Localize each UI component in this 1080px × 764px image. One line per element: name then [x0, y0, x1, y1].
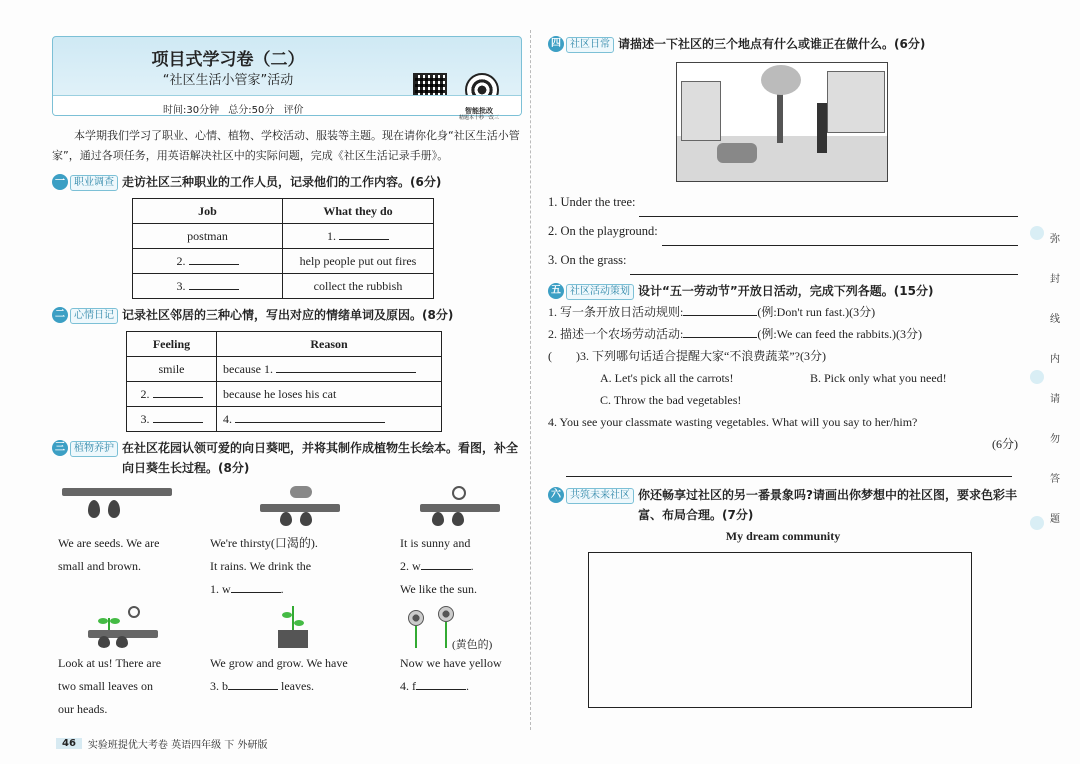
q5-item-4: 4. You see your classmate wasting vegetables. What will you say to her/him? — [548, 415, 918, 429]
qr2-sub-label: 精题本十秒一改三 — [458, 115, 499, 121]
table-cell: help people put out fires — [283, 249, 434, 274]
sunflowers-illustration — [400, 606, 540, 650]
answer-line[interactable] — [566, 465, 1012, 477]
question-4-heading — [548, 34, 1018, 54]
answer-blank[interactable] — [228, 678, 278, 690]
q5-item-1[interactable]: 1. 写一条开放日活动规则: (例:Don't run fast.)(3分) — [548, 305, 876, 319]
answer-blank[interactable] — [683, 304, 757, 316]
table-header: Feeling — [127, 332, 217, 357]
question-3-heading — [52, 438, 522, 478]
yellow-note: (黄色的) — [452, 639, 493, 651]
evaluation-label: 评价 — [283, 105, 304, 116]
question-text: 走访社区三种职业的工作人员，记录他们的工作内容。(6分) — [122, 175, 442, 189]
table-header: What they do — [283, 199, 434, 224]
left-column — [52, 36, 522, 726]
growing-plant-illustration — [210, 606, 390, 650]
question-tag: 共筑未来社区 — [566, 488, 634, 504]
question-6-heading — [548, 485, 1018, 525]
q5-item-4-score: (6分) — [992, 437, 1018, 451]
answer-2[interactable]: 2. w . — [400, 559, 474, 573]
answer-blank[interactable] — [276, 361, 416, 373]
question-tag: 社区日常 — [566, 37, 614, 53]
answer-4[interactable]: 4. f . — [400, 679, 469, 693]
q5-item-2[interactable]: 2. 描述一个农场劳动活动: (例:We can feed the rabbits.)(3分) — [548, 327, 922, 341]
table-cell[interactable]: 3. — [133, 274, 283, 299]
question-text: 在社区花园认领可爱的向日葵吧，并将其制作成植物生长绘本。看图，补全向日葵生长过程。(8分) — [122, 441, 519, 475]
question-2-heading — [52, 305, 522, 325]
answer-3[interactable]: 3. b leaves. — [210, 679, 314, 693]
answer-line[interactable]: 2. On the playground: — [548, 217, 1018, 246]
page-footer — [56, 736, 267, 751]
question-number: 一 — [52, 174, 68, 190]
table-cell[interactable]: because 1. — [217, 357, 442, 382]
answer-blank[interactable] — [683, 326, 757, 338]
growth-step-6: (黄色的) Now we have yellow 4. f . — [400, 606, 540, 698]
answer-blank[interactable] — [231, 581, 281, 593]
question-text: 记录社区邻居的三种心情，写出对应的情绪单词及原因。(8分) — [122, 308, 454, 322]
column-divider — [530, 30, 531, 730]
right-column — [548, 34, 1018, 708]
question-tag: 植物养护 — [70, 441, 118, 457]
question-number: 五 — [548, 283, 564, 299]
growth-step-4: Look at us! There are two small leaves on our heads. — [58, 606, 198, 721]
question-tag: 社区活动策划 — [566, 284, 634, 300]
option-b[interactable]: B. Pick only what you need! — [810, 371, 947, 385]
sprout-illustration — [58, 606, 198, 650]
q5-item-3[interactable]: ( )3. 下列哪句话适合提醒大家“不浪费蔬菜”?(3分) — [548, 349, 826, 363]
answer-blank[interactable] — [421, 558, 471, 570]
table-cell[interactable]: 4. — [217, 407, 442, 432]
question-number: 三 — [52, 440, 68, 456]
growth-step-3: It is sunny and 2. w . We like the sun. — [400, 486, 540, 601]
job-table — [132, 198, 434, 299]
sunflower-growth-grid — [52, 486, 522, 726]
book-title: 实验班提优大考卷 英语四年级 下 外研版 — [87, 740, 268, 751]
growth-step-5: We grow and grow. We have 3. b leaves. — [210, 606, 390, 698]
table-header: Job — [133, 199, 283, 224]
question-5-heading — [548, 281, 1018, 301]
seeds-illustration — [58, 486, 198, 530]
answer-blank[interactable] — [189, 278, 239, 290]
question-number: 六 — [548, 487, 564, 503]
question-text: 设计“五一劳动节”开放日活动，完成下列各题。(15分) — [638, 284, 934, 298]
answer-blank[interactable] — [153, 411, 203, 423]
answer-line[interactable]: 1. Under the tree: — [548, 188, 1018, 217]
question-number: 二 — [52, 307, 68, 323]
question-text: 请描述一下社区的三个地点有什么或谁正在做什么。(6分) — [618, 37, 926, 51]
question-number: 四 — [548, 36, 564, 52]
time-limit: 时间:30分钟 — [163, 105, 220, 116]
qr2-label: 智能批改 — [465, 107, 493, 115]
community-scene-illustration — [676, 62, 888, 182]
sun-illustration — [400, 486, 540, 530]
table-cell: postman — [133, 224, 283, 249]
page-number: 46 — [56, 738, 82, 749]
feeling-table — [126, 331, 442, 432]
intro-text: 本学期我们学习了职业、心情、植物、学校活动、服装等主题。现在请你化身“社区生活小管家”，通过各项任务，用英语解决社区中的实际问题，完成《社区生活记录手册》。 — [52, 129, 520, 162]
question-1-heading — [52, 172, 522, 192]
drawing-area[interactable] — [588, 552, 972, 708]
exam-meta — [53, 95, 522, 116]
growth-step-1: We are seeds. We are small and brown. — [58, 486, 198, 578]
page-subtitle: “社区生活小管家”活动 — [162, 73, 294, 88]
answer-blank[interactable] — [153, 386, 203, 398]
seal-line-margin: 弥 封 线 内 请 勿 答 题 — [1050, 234, 1060, 525]
answer-blank[interactable] — [339, 228, 389, 240]
table-cell[interactable]: 2. — [133, 249, 283, 274]
option-a[interactable]: A. Let's pick all the carrots! — [600, 371, 734, 385]
header-banner — [52, 36, 522, 116]
dream-box-title: My dream community — [725, 529, 841, 543]
q5-options-row — [548, 367, 1018, 389]
growth-step-2: We're thirsty(口渴的). It rains. We drink the 1. w . — [210, 486, 350, 601]
total-score: 总分:50分 — [228, 105, 275, 116]
answer-1[interactable]: 1. w . — [210, 582, 284, 596]
rain-illustration — [210, 486, 350, 530]
question-text: 你还畅享过社区的另一番景象吗?请画出你梦想中的社区图，要求色彩丰富、布局合理。(7分) — [638, 488, 1017, 522]
answer-blank[interactable] — [189, 253, 239, 265]
table-cell: because he loses his cat — [217, 382, 442, 407]
question-tag: 职业调查 — [70, 175, 118, 191]
answer-blank[interactable] — [235, 411, 385, 423]
table-cell: smile — [127, 357, 217, 382]
table-cell: collect the rubbish — [283, 274, 434, 299]
table-header: Reason — [217, 332, 442, 357]
page-title: 项目式学习卷（二） — [151, 50, 305, 70]
question-tag: 心情日记 — [70, 308, 118, 324]
answer-blank[interactable] — [416, 678, 466, 690]
table-cell[interactable]: 1. — [283, 224, 434, 249]
option-c[interactable]: C. Throw the bad vegetables! — [600, 393, 742, 407]
table-cell[interactable]: 3. — [127, 407, 217, 432]
table-cell[interactable]: 2. — [127, 382, 217, 407]
answer-line[interactable]: 3. On the grass: — [548, 246, 1018, 275]
